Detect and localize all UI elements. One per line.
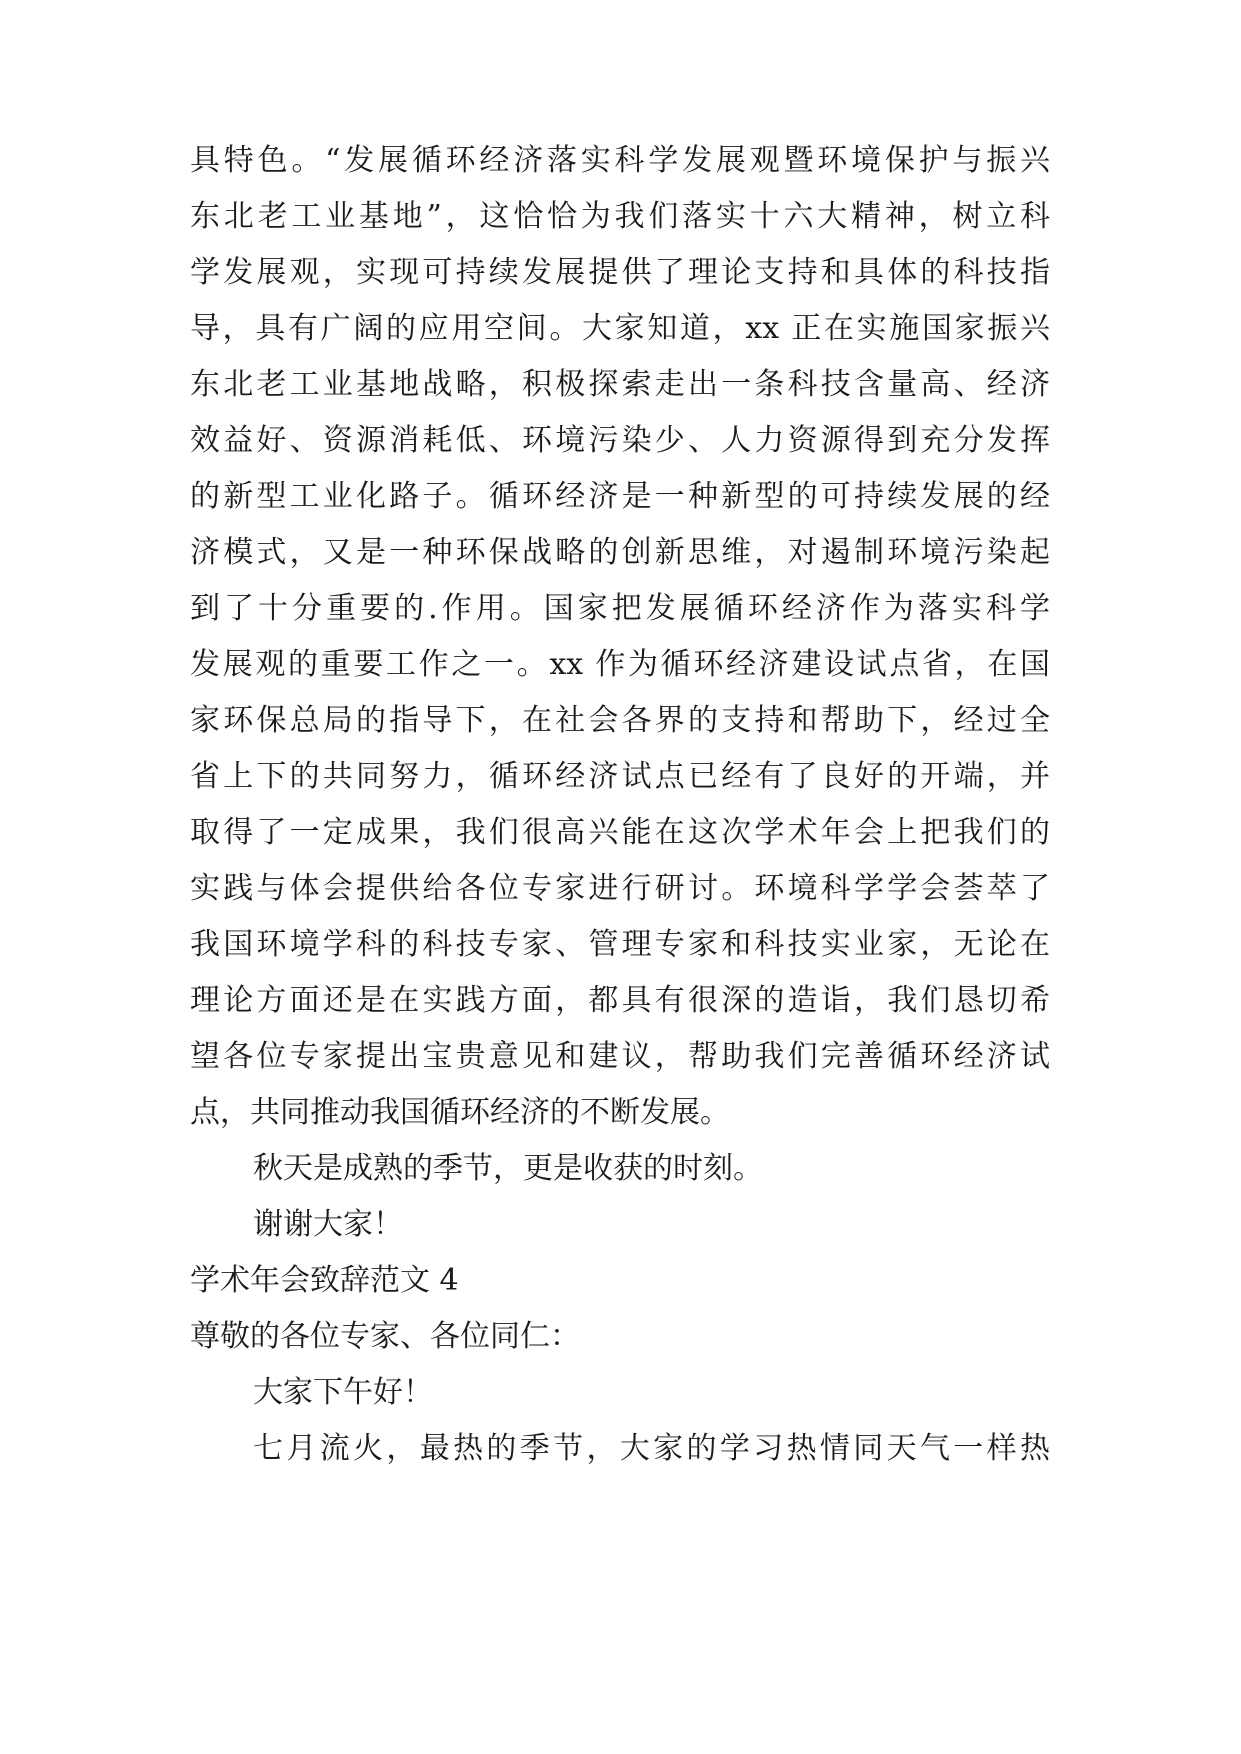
body-text-line: 到了十分重要的.作用。国家把发展循环经济作为落实科学 [190, 591, 1050, 626]
body-text-line: 实践与体会提供给各位专家进行研讨。环境科学学会荟萃了 [190, 871, 1050, 906]
body-text-line: 东北老工业基地”，这恰恰为我们落实十六大精神，树立科 [190, 199, 1050, 234]
body-text-line: 效益好、资源消耗低、环境污染少、人力资源得到充分发挥 [190, 423, 1050, 458]
salutation: 尊敬的各位专家、各位同仁： [190, 1319, 580, 1354]
body-text-line: 取得了一定成果，我们很高兴能在这次学术年会上把我们的 [190, 815, 1050, 850]
body-text-line: 省上下的共同努力，循环经济试点已经有了良好的开端，并 [190, 759, 1050, 794]
greeting: 大家下午好！ [253, 1375, 433, 1410]
paragraph-line: 秋天是成熟的季节，更是收获的时刻。 [253, 1151, 763, 1186]
body-text-line: 望各位专家提出宝贵意见和建议，帮助我们完善循环经济试 [190, 1039, 1050, 1074]
closing-thanks: 谢谢大家！ [253, 1207, 403, 1242]
body-text-line: 东北老工业基地战略，积极探索走出一条科技含量高、经济 [190, 367, 1050, 402]
body-text-line: 我国环境学科的科技专家、管理专家和科技实业家，无论在 [190, 927, 1050, 962]
section-heading: 学术年会致辞范文 4 [190, 1263, 459, 1298]
body-text-line: 导，具有广阔的应用空间。大家知道，xx 正在实施国家振兴 [190, 311, 1050, 346]
body-text-line: 家环保总局的指导下，在社会各界的支持和帮助下，经过全 [190, 703, 1050, 738]
paragraph-line: 七月流火，最热的季节，大家的学习热情同天气一样热 [253, 1431, 1050, 1466]
body-text-line: 的新型工业化路子。循环经济是一种新型的可持续发展的经 [190, 479, 1050, 514]
body-text-line: 理论方面还是在实践方面，都具有很深的造诣，我们恳切希 [190, 983, 1050, 1018]
body-text-line: 学发展观，实现可持续发展提供了理论支持和具体的科技指 [190, 255, 1050, 290]
body-text-line: 济模式，又是一种环保战略的创新思维，对遏制环境污染起 [190, 535, 1050, 570]
body-text-line: 具特色。“发展循环经济落实科学发展观暨环境保护与振兴 [190, 143, 1050, 178]
body-text-line: 发展观的重要工作之一。xx 作为循环经济建设试点省，在国 [190, 647, 1050, 682]
body-text-line: 点，共同推动我国循环经济的不断发展。 [190, 1095, 730, 1130]
